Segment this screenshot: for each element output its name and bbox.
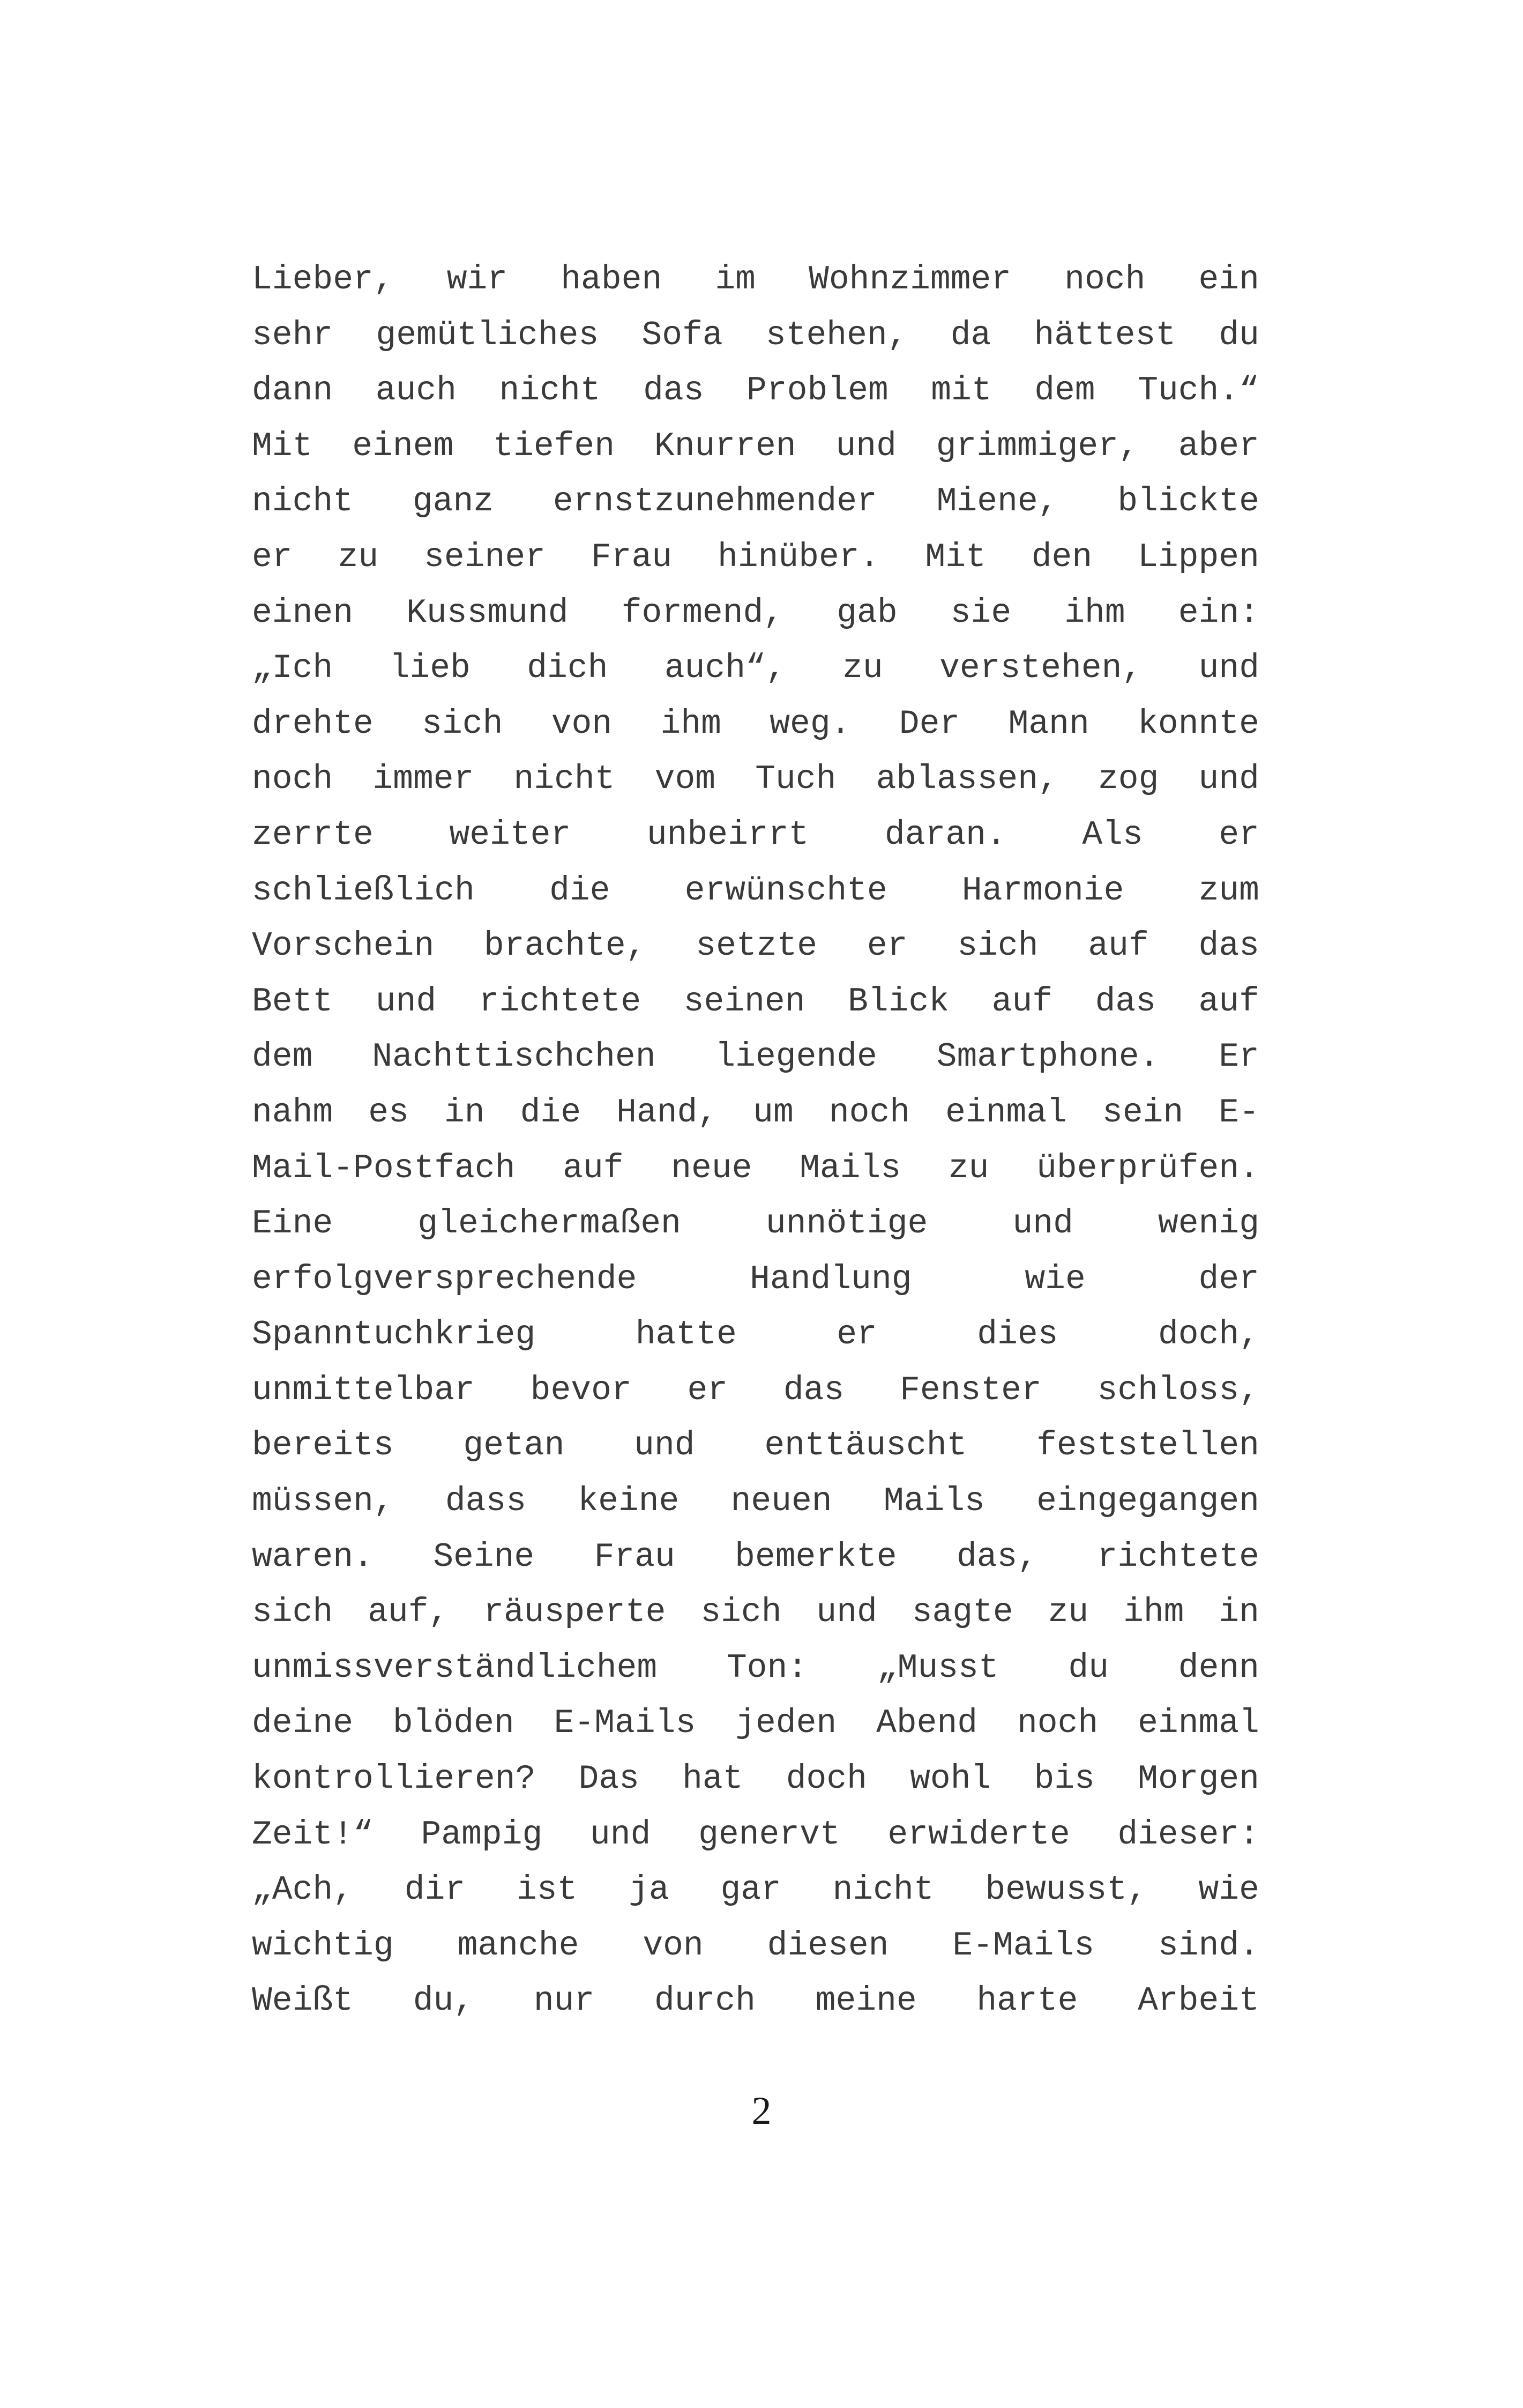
word: Lieber, <box>252 261 394 299</box>
word: dass <box>445 1482 527 1521</box>
word: hättest <box>1034 316 1176 354</box>
word: und <box>1198 760 1259 799</box>
word: ihm <box>1064 593 1125 632</box>
word: Knurren <box>654 427 796 465</box>
word: blöden <box>392 1704 514 1743</box>
text-line <box>252 1474 1259 1529</box>
word: ernstzunehmender <box>553 482 877 521</box>
word: harte <box>976 1982 1078 2020</box>
word: Tuch.“ <box>1138 371 1259 410</box>
word: du, <box>413 1982 474 2020</box>
word: doch, <box>1158 1316 1259 1354</box>
word: das <box>783 1371 845 1409</box>
word: Smartphone. <box>936 1038 1160 1076</box>
word: die <box>549 871 610 910</box>
word: sind. <box>1158 1926 1259 1965</box>
word: Abend <box>876 1704 978 1743</box>
word: unmittelbar <box>252 1371 475 1409</box>
word: Pampig <box>421 1815 543 1854</box>
word: deine <box>252 1704 354 1743</box>
word: Als <box>1082 815 1143 854</box>
word: unbeirrt <box>646 815 809 854</box>
word: drehte <box>252 704 374 743</box>
word: E-Mails <box>952 1926 1095 1965</box>
text-line <box>252 1307 1259 1363</box>
word: ja <box>629 1871 669 1909</box>
word: Mann <box>1008 704 1089 743</box>
word: seiner <box>424 538 546 576</box>
word: wir <box>446 261 508 299</box>
word: setzte <box>696 927 818 965</box>
word: schließlich <box>252 871 475 910</box>
text-line <box>252 1918 1259 1974</box>
word: im <box>715 261 756 299</box>
word: wie <box>1025 1260 1086 1298</box>
word: unmissverständlichem <box>252 1648 658 1687</box>
word: Eine <box>252 1205 333 1243</box>
word: einmal <box>1138 1704 1259 1743</box>
word: ein <box>1198 261 1259 299</box>
text-line <box>252 1196 1259 1252</box>
text-line <box>252 308 1259 363</box>
word: Kussmund <box>406 593 569 632</box>
word: liegende <box>715 1038 877 1076</box>
word: immer <box>372 760 474 799</box>
word: noch <box>1017 1704 1099 1743</box>
word: manche <box>457 1926 579 1965</box>
word: E- <box>1219 1093 1259 1132</box>
word: Spanntuchkrieg <box>252 1316 536 1354</box>
word: schloss, <box>1097 1371 1259 1409</box>
word: um <box>753 1093 794 1132</box>
word: Wohnzimmer <box>809 261 1012 299</box>
word: mit <box>931 371 992 410</box>
word: neuen <box>730 1482 832 1521</box>
word: hatte <box>635 1316 737 1354</box>
word: auf <box>1088 927 1149 965</box>
word: auf <box>1198 982 1259 1021</box>
word: diesen <box>767 1926 889 1965</box>
word: „Ich <box>252 649 333 688</box>
word: zerrte <box>252 815 374 854</box>
word: du <box>1068 1648 1109 1687</box>
word: Seine <box>433 1537 535 1576</box>
word: Das <box>578 1760 639 1798</box>
word: das, <box>956 1537 1038 1576</box>
word: wenig <box>1158 1205 1259 1243</box>
word: richtete <box>479 982 641 1021</box>
word: Morgen <box>1138 1760 1259 1798</box>
word: jeden <box>735 1704 837 1743</box>
word: sie <box>950 593 1012 632</box>
word: brachte, <box>484 927 646 965</box>
word: richtete <box>1097 1537 1259 1576</box>
word: dann <box>252 371 333 410</box>
word: blickte <box>1117 482 1259 521</box>
word: und <box>1012 1205 1073 1243</box>
word: feststellen <box>1036 1426 1259 1465</box>
word: bereits <box>252 1426 394 1465</box>
word: grimmiger, <box>936 427 1139 465</box>
word: bis <box>1034 1760 1095 1798</box>
word: er <box>837 1316 877 1354</box>
word: zu <box>1048 1593 1089 1632</box>
word: das <box>1095 982 1156 1021</box>
word: dich <box>527 649 608 688</box>
word: in <box>1219 1593 1259 1632</box>
word: nicht <box>252 482 354 521</box>
word: einmal <box>945 1093 1067 1132</box>
word: neue <box>671 1149 752 1187</box>
word: sich <box>700 1593 782 1632</box>
word: Er <box>1219 1038 1259 1076</box>
text-line <box>252 530 1259 585</box>
word: Sofa <box>641 316 723 354</box>
word: gar <box>720 1871 781 1909</box>
text-line <box>252 474 1259 530</box>
word: haben <box>561 261 662 299</box>
word: du <box>1219 316 1259 354</box>
word: Frau <box>591 538 673 576</box>
word: erwiderte <box>887 1815 1070 1854</box>
word: er <box>687 1371 728 1409</box>
text-line <box>252 1363 1259 1418</box>
word: in <box>444 1093 485 1132</box>
word: waren. <box>252 1537 374 1576</box>
text-line <box>252 974 1259 1030</box>
word: er <box>1219 815 1259 854</box>
word: bevor <box>530 1371 632 1409</box>
word: zu <box>842 649 883 688</box>
word: stehen, <box>765 316 908 354</box>
word: sich <box>252 1593 333 1632</box>
word: Problem <box>746 371 889 410</box>
word: auf <box>991 982 1053 1021</box>
text-line <box>252 1807 1259 1863</box>
word: Der <box>899 704 960 743</box>
word: sagte <box>912 1593 1013 1632</box>
word: Mit <box>252 427 313 465</box>
word: Handlung <box>750 1260 912 1298</box>
word: dies <box>977 1316 1058 1354</box>
word: und <box>1198 649 1259 688</box>
word: auf <box>563 1149 624 1187</box>
word: Zeit!“ <box>252 1815 374 1854</box>
word: weg. <box>770 704 851 743</box>
text-line <box>252 419 1259 474</box>
word: dieser: <box>1117 1815 1259 1854</box>
word: wie <box>1198 1871 1259 1909</box>
word: formend, <box>621 593 784 632</box>
word: hinüber. <box>718 538 880 576</box>
word: eingegangen <box>1036 1482 1259 1521</box>
word: Lippen <box>1138 538 1259 576</box>
word: auch“, <box>664 649 786 688</box>
word: bewusst, <box>985 1871 1147 1909</box>
word: E-Mails <box>554 1704 696 1743</box>
word: gleichermaßen <box>417 1205 681 1243</box>
word: vom <box>654 760 716 799</box>
word: nicht <box>832 1871 934 1909</box>
word: ihm <box>660 704 721 743</box>
word: zu <box>948 1149 989 1187</box>
word: Harmonie <box>961 871 1124 910</box>
word: da <box>950 316 991 354</box>
word: Nachttischchen <box>372 1038 656 1076</box>
word: und <box>590 1815 651 1854</box>
word: ein: <box>1178 593 1259 632</box>
word: er <box>252 538 293 576</box>
text-line <box>252 1585 1259 1640</box>
word: Mails <box>800 1149 901 1187</box>
word: dir <box>404 1871 466 1909</box>
text-line <box>252 585 1259 641</box>
text-line <box>252 1696 1259 1751</box>
word: noch <box>252 760 333 799</box>
text-line <box>252 918 1259 974</box>
word: Bett <box>252 982 333 1021</box>
word: enttäuscht <box>764 1426 967 1465</box>
word: sehr <box>252 316 333 354</box>
word: nicht <box>499 371 601 410</box>
word: den <box>1031 538 1093 576</box>
text-line <box>252 1973 1259 2029</box>
word: das <box>643 371 704 410</box>
word: auch <box>375 371 457 410</box>
text-line <box>252 1529 1259 1585</box>
word: Blick <box>848 982 950 1021</box>
word: nicht <box>513 760 615 799</box>
word: überprüfen. <box>1036 1149 1259 1187</box>
word: Fenster <box>900 1371 1042 1409</box>
word: Arbeit <box>1138 1982 1259 2020</box>
text-line <box>252 696 1259 752</box>
word: lieb <box>389 649 471 688</box>
word: und <box>835 427 897 465</box>
word: denn <box>1178 1648 1259 1687</box>
word: durch <box>654 1982 756 2020</box>
word: Weißt <box>252 1982 354 2020</box>
word: dem <box>1034 371 1095 410</box>
word: noch <box>1064 261 1146 299</box>
word: das <box>1198 927 1259 965</box>
word: „Musst <box>877 1648 999 1687</box>
word: Mail-Postfach <box>252 1149 516 1187</box>
word: zum <box>1198 871 1259 910</box>
word: unnötige <box>765 1205 928 1243</box>
text-line <box>252 1029 1259 1085</box>
word: Tuch <box>755 760 837 799</box>
page-number: 2 <box>751 2089 772 2133</box>
word: wichtig <box>252 1926 394 1965</box>
text-line <box>252 1418 1259 1474</box>
word: Vorschein <box>252 927 435 965</box>
text-line <box>252 807 1259 863</box>
word: zu <box>338 538 379 576</box>
word: dem <box>252 1038 313 1076</box>
word: doch <box>786 1760 867 1798</box>
word: konnte <box>1138 704 1259 743</box>
word: keine <box>578 1482 680 1521</box>
word: von <box>643 1926 704 1965</box>
word: tiefen <box>493 427 615 465</box>
text-line <box>252 863 1259 919</box>
word: erfolgversprechende <box>252 1260 637 1298</box>
word: gemütliches <box>376 316 599 354</box>
word: ablassen, <box>876 760 1058 799</box>
word: müssen, <box>252 1482 394 1521</box>
word: daran. <box>884 815 1006 854</box>
word: bemerkte <box>735 1537 897 1576</box>
word: räusperte <box>483 1593 666 1632</box>
word: die <box>520 1093 581 1132</box>
word: genervt <box>698 1815 840 1854</box>
word: getan <box>463 1426 565 1465</box>
word: gab <box>837 593 898 632</box>
word: und <box>634 1426 695 1465</box>
word: er <box>867 927 908 965</box>
word: der <box>1198 1260 1259 1298</box>
text-line <box>252 363 1259 419</box>
word: verstehen, <box>939 649 1143 688</box>
word: es <box>368 1093 409 1132</box>
word: „Ach, <box>252 1871 354 1909</box>
word: sich <box>957 927 1039 965</box>
text-line <box>252 1252 1259 1307</box>
text-line <box>252 1141 1259 1196</box>
word: weiter <box>449 815 571 854</box>
word: hat <box>682 1760 743 1798</box>
word: Hand, <box>616 1093 718 1132</box>
word: ist <box>516 1871 578 1909</box>
word: erwünschte <box>684 871 887 910</box>
word: Mit <box>925 538 986 576</box>
word: meine <box>815 1982 917 2020</box>
word: wohl <box>910 1760 991 1798</box>
word: Mails <box>883 1482 985 1521</box>
word: nahm <box>252 1093 333 1132</box>
word: nur <box>533 1982 595 2020</box>
word: und <box>816 1593 877 1632</box>
word: kontrollieren? <box>252 1760 536 1798</box>
word: und <box>375 982 437 1021</box>
text-line <box>252 1640 1259 1696</box>
word: einen <box>252 593 354 632</box>
word: aber <box>1178 427 1259 465</box>
text-line <box>252 752 1259 807</box>
word: seinen <box>683 982 805 1021</box>
word: von <box>551 704 613 743</box>
text-line <box>252 1751 1259 1807</box>
word: einem <box>352 427 454 465</box>
word: ihm <box>1123 1593 1184 1632</box>
text-line <box>252 641 1259 696</box>
text-line <box>252 252 1259 308</box>
word: Frau <box>594 1537 675 1576</box>
word: sich <box>422 704 503 743</box>
text-line <box>252 1862 1259 1918</box>
text-line <box>252 1085 1259 1141</box>
word: Miene, <box>936 482 1058 521</box>
word: auf, <box>368 1593 449 1632</box>
word: Ton: <box>726 1648 808 1687</box>
body-text <box>252 252 1259 2029</box>
word: noch <box>828 1093 910 1132</box>
word: zog <box>1098 760 1159 799</box>
word: ganz <box>412 482 494 521</box>
word: sein <box>1102 1093 1184 1132</box>
